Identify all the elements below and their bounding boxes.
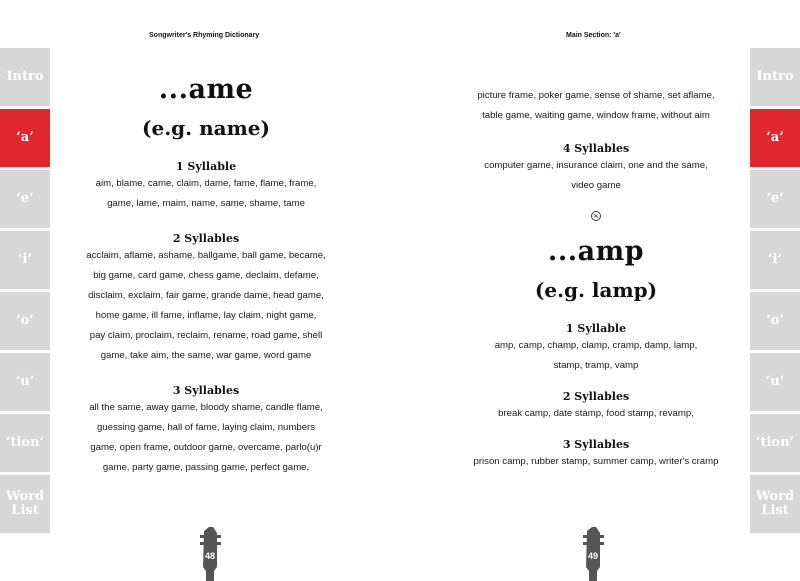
word-line: guessing game, hall of fame, laying claim, numbers xyxy=(96,422,316,433)
word-line: home game, ill fame, inflame, lay claim, night game, xyxy=(95,310,317,321)
word-line: game, open frame, outdoor game, overcame, parlo(u)r xyxy=(90,442,322,453)
word-line: computer game, insurance claim, one and the same, xyxy=(484,160,708,171)
right-page xyxy=(400,0,800,581)
section-divider xyxy=(462,210,730,222)
word-line: prison camp, rubber stamp, summer camp, writer's cramp xyxy=(473,456,719,467)
tab-o[interactable]: ‘o’ xyxy=(750,292,800,350)
tab-a[interactable]: ‘a’ xyxy=(0,109,50,167)
syllable-heading: 3 Syllables xyxy=(562,438,630,451)
word-line: table game, waiting game, window frame, without aim xyxy=(482,110,710,121)
rhyme-heading-ame: ...ame xyxy=(158,74,254,105)
tab-e[interactable]: ‘e’ xyxy=(750,170,800,228)
word-line: game, party game, passing game, perfect game, xyxy=(102,462,310,473)
tab-u[interactable]: ‘u’ xyxy=(750,353,800,411)
tab-u[interactable]: ‘u’ xyxy=(0,353,50,411)
running-head-right: Main Section: 'a' xyxy=(566,32,621,39)
word-line: disclaim, exclaim, fair game, grande dame, head game, xyxy=(88,290,324,301)
tab-o[interactable]: ‘o’ xyxy=(0,292,50,350)
syllable-heading: 1 Syllable xyxy=(175,160,237,173)
word-line: acclaim, aflame, ashame, ballgame, ball game, became, xyxy=(86,250,326,261)
syllable-heading: 2 Syllables xyxy=(172,232,240,245)
word-line: stamp, tramp, vamp xyxy=(553,360,639,371)
rhyme-example-ame: (e.g. name) xyxy=(142,116,270,140)
rhyme-example-amp: (e.g. lamp) xyxy=(534,278,658,302)
syllable-heading: 2 Syllables xyxy=(562,390,630,403)
thumb-tabs-right xyxy=(750,48,800,536)
tab-word-list[interactable]: Word List xyxy=(750,475,800,533)
tab-intro[interactable]: Intro xyxy=(0,48,50,106)
guitar-pick-ornament-icon xyxy=(590,210,602,222)
running-head-left: Songwriter's Rhyming Dictionary xyxy=(149,32,260,39)
word-line: break camp, date stamp, food stamp, revamp, xyxy=(498,408,694,419)
word-line: game, lame, maim, name, same, shame, tame xyxy=(107,198,305,209)
page-number: 48 xyxy=(204,551,215,561)
left-page-content xyxy=(72,70,340,478)
word-line: all the same, away game, bloody shame, candle flame, xyxy=(89,402,323,413)
syllable-heading: 1 Syllable xyxy=(565,322,627,335)
word-line: pay claim, proclaim, reclaim, rename, road game, shell xyxy=(89,330,323,341)
tab-tion[interactable]: ‘tion’ xyxy=(750,414,800,472)
word-line: video game xyxy=(571,180,621,191)
tab-i[interactable]: ‘i’ xyxy=(750,231,800,289)
word-line: picture frame, poker game, sense of shame, set aflame, xyxy=(477,90,715,101)
thumb-tabs-left xyxy=(0,48,50,536)
tab-tion[interactable]: ‘tion’ xyxy=(0,414,50,472)
tab-a[interactable]: ‘a’ xyxy=(750,109,800,167)
page-number-marker-left xyxy=(195,527,225,581)
syllable-heading: 3 Syllables xyxy=(172,384,240,397)
tab-word-list[interactable]: Word List xyxy=(0,475,50,533)
word-line: game, take aim, the same, war game, word game xyxy=(100,350,312,361)
page-number-marker-right xyxy=(578,527,608,581)
right-page-content xyxy=(462,86,730,472)
tab-i[interactable]: ‘i’ xyxy=(0,231,50,289)
page-number: 49 xyxy=(587,551,598,561)
tab-e[interactable]: ‘e’ xyxy=(0,170,50,228)
word-line: big game, card game, chess game, declaim, defame, xyxy=(93,270,319,281)
word-line: amp, camp, champ, clamp, cramp, damp, lamp, xyxy=(494,340,698,351)
rhyme-heading-amp: ...amp xyxy=(547,236,645,267)
word-line: aim, blame, came, claim, dame, fame, flame, frame, xyxy=(95,178,317,189)
syllable-heading: 4 Syllables xyxy=(562,142,630,155)
tab-intro[interactable]: Intro xyxy=(750,48,800,106)
